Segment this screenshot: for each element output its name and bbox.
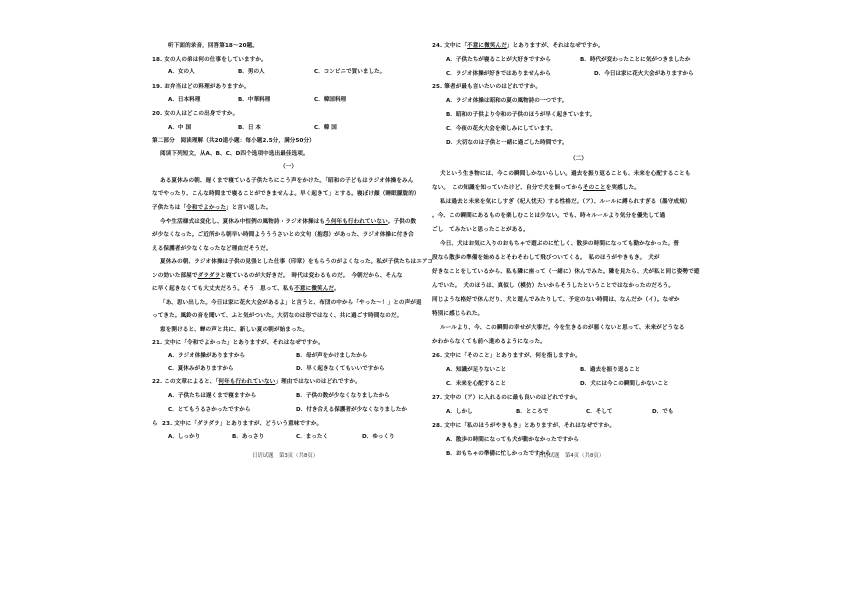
passage-2-line: ない。 この知識を知っていたけど、自分で犬を飼ってからそのことを実感した。 xyxy=(432,185,640,191)
q22-option-c: C．とてもうるさかったですから xyxy=(168,407,251,413)
q28-option-a: A．散歩の時間になっても犬が動かなかったですから xyxy=(446,437,579,443)
q19-option-a: A．日本料理 xyxy=(168,97,201,103)
listening-instruction: 听下面的录音，回答第18～20题。 xyxy=(168,43,258,49)
q26-option-b: B．過去を振り返ること xyxy=(580,367,641,373)
q21-option-c: C．夏休みがありますから xyxy=(168,366,234,372)
q19-option-c: C．韓国料理 xyxy=(314,97,347,103)
question-19: 19. お弁当はどの料理がありますか。 xyxy=(152,84,250,90)
underlined-phrase: う何年も行われていない xyxy=(325,219,388,225)
q25-option-d: D．大切なのは子供と一緒に過ごした時間です。 xyxy=(446,140,568,146)
q22-option-a: A．子供たちは遅くまで寝ますから xyxy=(168,393,257,399)
passage-1-line: に早く起きなくても大丈夫だろう。そう 思って、私も不意に微笑んだ。 xyxy=(152,286,340,292)
q25-option-b: B．昭和の子供より令和の子供のほうが早く起きています。 xyxy=(446,112,596,118)
q26-option-d: D．犬には今この瞬間しかないこと xyxy=(580,381,669,387)
q20-option-c: C．韓 国 xyxy=(314,125,337,131)
passage-1-heading: （一） xyxy=(280,164,298,170)
q22-option-b: B．子供の数が少なくなりましたから xyxy=(296,393,390,399)
q22-option-d-tail: ら xyxy=(152,421,158,427)
page-footer: 日语试题 第3页（共8页） xyxy=(252,453,319,459)
q23-option-b: B．あっさり xyxy=(232,434,265,440)
passage-1-line: 窓を開けると、蝉の声と共に、新しい夏の朝が始まった。 xyxy=(160,327,309,333)
passage-1-line: える保護者が少なくなったなど理由だそうだ。 xyxy=(152,246,272,252)
reading-instruction: 阅读下列短文，从A、B、C、D四个选项中选出最佳选项。 xyxy=(160,151,309,157)
q24-option-a: A．子供たちが寝ることが大好きですから xyxy=(446,57,552,63)
q27-option-a: A．しかし xyxy=(446,409,473,415)
passage-2-line: 今日、犬はお気に入りのおもちゃで遊ぶのに忙しく、散歩の時間になっても動かなかった。普 xyxy=(440,241,680,247)
q19-option-b: B．中華料理 xyxy=(238,97,271,103)
question-24: 24. 文中に「不意に微笑んだ」とありますが、それはなぜですか。 xyxy=(432,43,604,49)
passage-1-line: 子供たちは「令和でよかった」と言い返した。 xyxy=(152,205,272,211)
passage-1-line: ンの効いた部屋でダラダラと寝ているのが大好きだ。 時代は変わるものだ。 今朝だから、そんな xyxy=(152,273,403,279)
passage-2-line: 特別に感じられた。 xyxy=(432,311,484,317)
q26-option-a: A．知識が足りないこと xyxy=(446,367,507,373)
passage-2-line: 。今、この瞬間にあるものを楽しむことは少ない。でも、時々ルールより気分を優先して過 xyxy=(432,213,666,219)
passage-1-line: ある夏休みの朝、遅くまで寝ている子供たちにこう声をかけた。「昭和の子どもはラジオ体操をみん xyxy=(160,178,414,184)
right-page xyxy=(430,0,860,608)
passage-2-line: 段なら散歩の準備を始めるとそわそわして飛びついてくる。 私のほうがやきもき。 犬が xyxy=(432,255,660,261)
passage-1-line: 「あ、思い出した。今日は家に花火大会があるよ」と言うと、布団の中から「やった〜！」との声が返 xyxy=(160,300,422,306)
passage-2-line: かわからなくても前へ進めるようになった。 xyxy=(432,339,546,345)
passage-1-line: 夏休みの朝、ラジオ体操は子供の見張とした仕事（印章）をもらうのがよくなった。私が子供たちはエアコ xyxy=(160,259,434,265)
underlined-phrase: ダラダラ xyxy=(197,273,221,279)
q20-option-b: B．日 本 xyxy=(238,125,261,131)
question-26: 26. 文中に「そのこと」とありますが、何を指しますか。 xyxy=(432,353,581,359)
q24-option-c: C．ラジオ体操が好きではありませんから xyxy=(446,71,551,77)
page-footer: 日语试题 第4页（共8页） xyxy=(538,453,605,459)
passage-1-line: が少なくなった。ご近所から朝早い時間ようううさいとの文句（抱怨）があった、ラジオ体操に付き合 xyxy=(152,232,414,238)
q18-option-a: A．女の人 xyxy=(168,69,195,75)
q18-option-b: B．男の人 xyxy=(238,69,265,75)
passage-1-line: ってきた。風鈴の音を聞いて、ふと気がついた。大切なのは形ではなく、共に過ごす時間なのだ。 xyxy=(152,313,403,319)
q23-option-c: C．まったく xyxy=(296,434,329,440)
q21-option-b: B．母が声をかけましたから xyxy=(296,353,368,359)
q20-option-a: A．中 国 xyxy=(168,125,192,131)
q27-option-c: C．そして xyxy=(586,409,613,415)
passage-2-line: ごし てみたいと思ったことがある。 xyxy=(432,227,529,233)
q24-option-d: D．今日は家に花火大会がありますから xyxy=(594,71,694,77)
passage-2-line: んでいた。 犬のほうは、真似し（模仿）たいからそうしたということではなかったのだろう。 xyxy=(432,283,675,289)
q22-option-d: D．付き合える保護者が少なくなりましたか xyxy=(296,407,407,413)
q27-option-d: D．でも xyxy=(652,409,674,415)
q21-option-a: A．ラジオ体操がありますから xyxy=(168,353,246,359)
q23-option-d: D．ゆっくり xyxy=(362,434,395,440)
passage-1-line: 今や生活様式は変化し、夏休み中恒例の風物詩・ラジオ体操はもう何年も行われていない。子供の数 xyxy=(160,219,417,225)
q27-option-b: B．ところで xyxy=(516,409,549,415)
q26-option-c: C．未来を心配すること xyxy=(446,381,507,387)
underlined-phrase: 令和でよかった xyxy=(186,205,227,211)
underlined-phrase: そのこと xyxy=(582,185,606,191)
q23-option-a: A．しっかり xyxy=(168,434,201,440)
question-27: 27. 文中の（ア）に入れるのに最も良いのはどれですか。 xyxy=(432,395,581,401)
passage-2-line: ルールより、今、この瞬間の幸せが大事だ。今を生きるのが悪くないと思って、未来がどうなる xyxy=(440,325,685,331)
question-28: 28. 文中に「私のほうがやきもき」とありますが、それはなぜですか。 xyxy=(432,423,616,429)
question-20: 20. 女の人はどこの出身ですか。 xyxy=(152,111,239,117)
passage-2-line: 好きなことをしているから、私も隣に座って（一緒に）休んでみた。隣を見たら、犬が私と同じ姿勢で遊 xyxy=(432,269,700,275)
q28-option-b: B．おもちゃの準備に忙しかったですから xyxy=(446,451,551,457)
passage-2-line: 犬という生き物には、今この瞬間しかないらしい。過去を振り返ることも、未来を心配することも xyxy=(440,171,691,177)
q21-option-d: D．早く起きなくてもいいですから xyxy=(296,366,385,372)
passage-2-heading: （二） xyxy=(570,156,588,162)
passage-2-line: 私は過去と未来を気にしすぎ（杞人忧天）する性格だ。（ア）、ルールに縛られすぎる（墨守成規） xyxy=(440,199,691,205)
question-22: 22. この文章によると、「何年も行われていない」理由ではないのはどれですか。 xyxy=(152,379,361,385)
q18-option-c: C．コンビニで買いました。 xyxy=(314,69,386,75)
passage-1-line: なでやったり、こんな時間まで寝ることができませんよ。早く起きて」とする。寝ぼけ顔（睡眠朦胧的） xyxy=(152,191,420,197)
question-25: 25. 筆者が最も言いたいのはどれですか。 xyxy=(432,84,542,90)
q24-option-b: B．時代が変わったことに気がつきましたか xyxy=(580,57,691,63)
q25-option-c: C．今夜の花火大会を楽しみにしています。 xyxy=(446,126,556,132)
q25-option-a: A．ラジオ体操は昭和の夏の風物詩の一つです。 xyxy=(446,98,568,104)
question-23: 23. 文中に「ダラダラ」とありますが、どういう意味ですか。 xyxy=(162,421,323,427)
question-21: 21. 文中に「令和でよかった」とありますが、それはなぜですか。 xyxy=(152,340,324,346)
question-18: 18. 女の人の弟は何の仕事をしていますか。 xyxy=(152,57,267,63)
reading-section-title: 第二部分 阅读理解（共20道小题：每小题2.5分，满分50分） xyxy=(152,138,315,144)
underlined-phrase: 不意に微笑んだ xyxy=(294,286,335,292)
passage-2-line: 同じような格好で休んだり、犬と遊んでみたりして、予定のない時間は、なんだか（イ）。なぜか xyxy=(432,297,680,303)
